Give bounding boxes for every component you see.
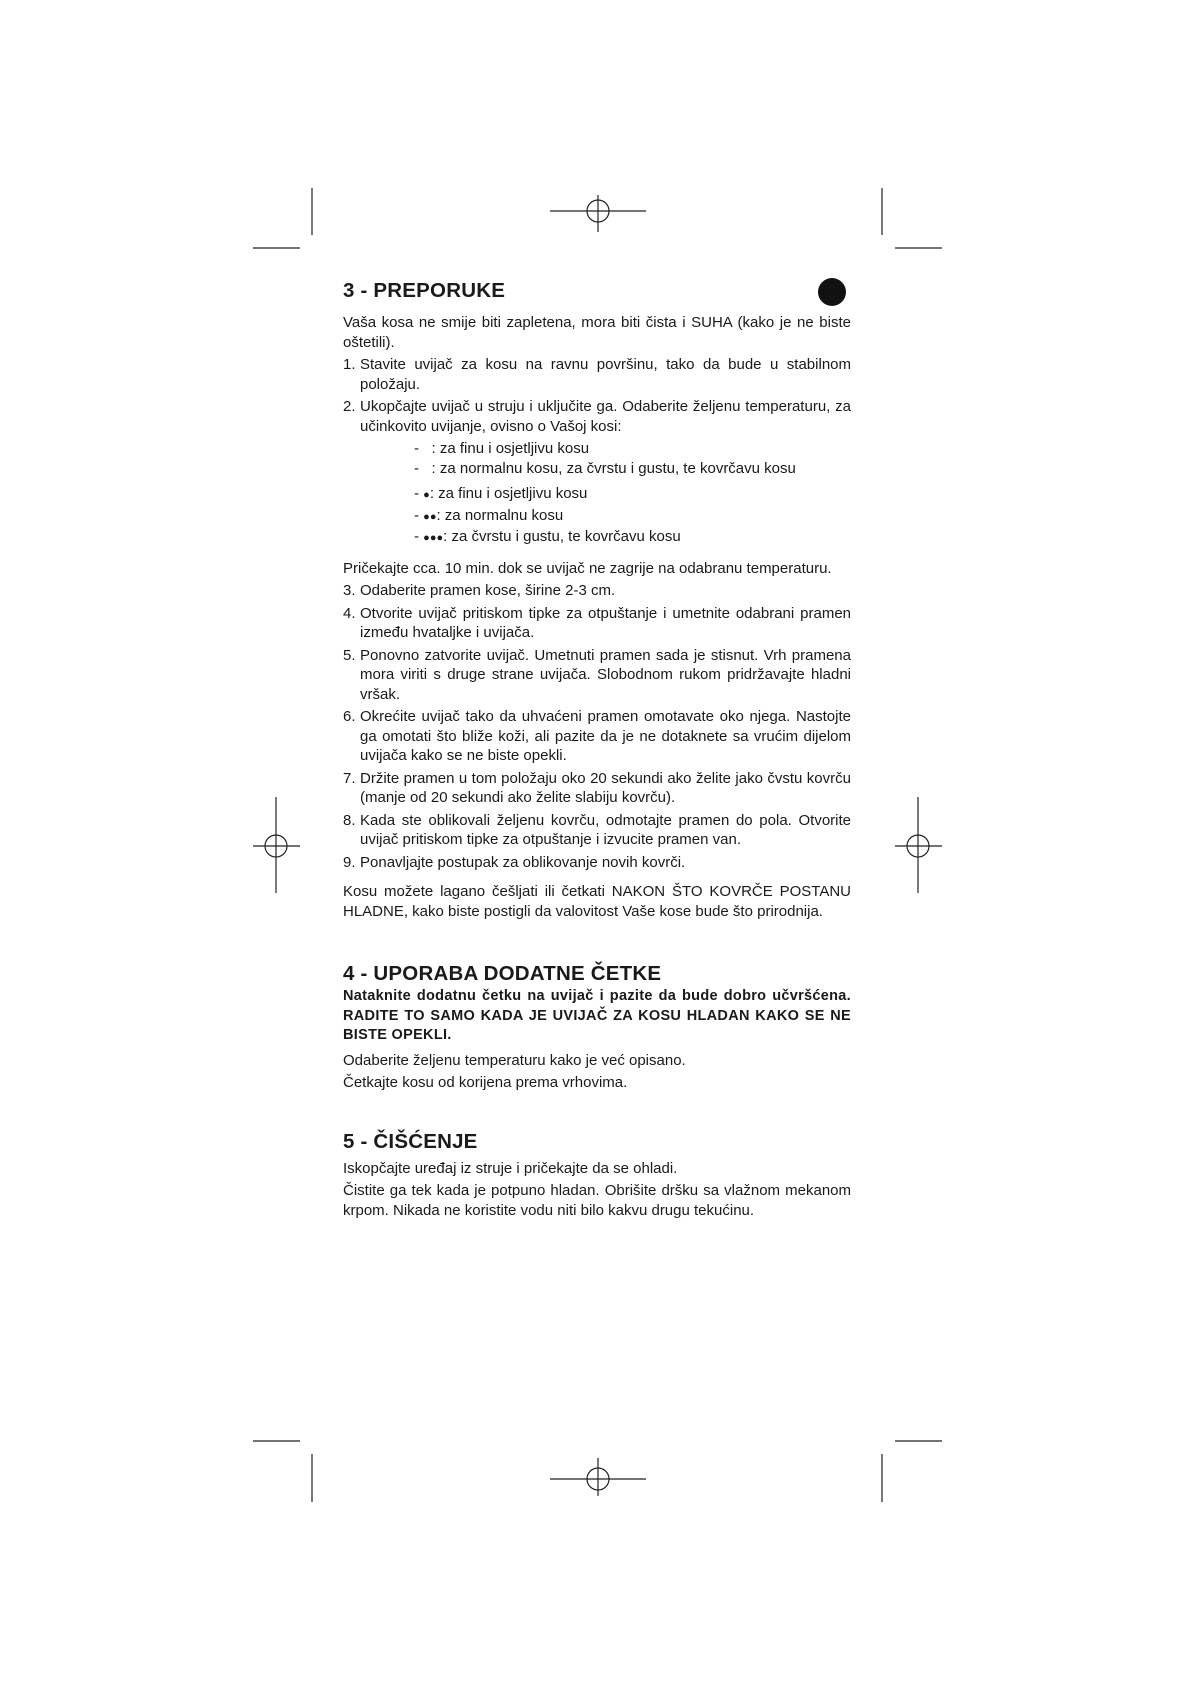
item-number: 5. bbox=[343, 646, 356, 664]
list-item bbox=[343, 581, 851, 601]
item-number: 9. bbox=[343, 853, 356, 871]
cleaning-note: Čistite ga tek kada je potpuno hladan. Obrišite dršku sa vlažnom mekanom krpom. Nikada ne koristite vodu niti bilo kakvu drugu tekućinu. bbox=[343, 1182, 851, 1219]
unplug-note: Iskopčajte uređaj iz struje i pričekajte da se ohladi. bbox=[343, 1159, 678, 1177]
dash: - bbox=[414, 506, 419, 524]
item-number: 7. bbox=[343, 769, 356, 787]
item-text: Ponavljajte postupak za oblikovanje novih kovrči. bbox=[360, 853, 686, 871]
item-text: Ukopčajte uvijač u struju i uključite ga. Odaberite željenu temperaturu, za učinkovito uvijanje, ovisno o Vašoj kosi: bbox=[360, 398, 851, 435]
item-text: Stavite uvijač za kosu na ravnu površinu, tako da bude u stabilnom položaju. bbox=[360, 356, 851, 393]
item-number: 2. bbox=[343, 398, 356, 415]
dash: - bbox=[414, 485, 419, 502]
list-item bbox=[343, 769, 851, 808]
section-cleaning bbox=[343, 1129, 851, 1221]
list-item bbox=[343, 604, 851, 643]
list-item bbox=[343, 707, 851, 766]
option-text: : za normalnu kosu, za čvrstu i gustu, te kovrčavu kosu bbox=[431, 459, 796, 477]
temperature-note: Odaberite željenu temperaturu kako je već opisano. bbox=[343, 1051, 686, 1069]
item-text: Okrećite uvijač tako da uhvaćeni pramen omotavate oko njega. Nastojte ga omotati što bliže koži, ali pazite da je ne dotaknete sa vrućim dijelom uvijača kako se ne biste opekli. bbox=[360, 708, 851, 764]
item-text: Otvorite uvijač pritiskom tipke za otpuštanje i umetnite odabrani pramen između hvataljke i uvijača. bbox=[360, 604, 851, 641]
temp-option bbox=[414, 439, 851, 459]
section-5-title: 5 - ČIŠĆENJE bbox=[343, 1129, 478, 1153]
item-number: 8. bbox=[343, 811, 356, 829]
item-text: Držite pramen u tom položaju oko 20 sekundi ako želite jako čvstu kovrču (manje od 20 sekundi ako želite slabiju kovrču). bbox=[360, 769, 851, 806]
brushing-note: Četkajte kosu od korijena prema vrhovima. bbox=[343, 1074, 628, 1091]
item-text: Kada ste oblikovali željenu kovrču, odmotajte pramen do pola. Otvorite uvijač pritiskom tipke za otpuštanje i izvucite pramen van. bbox=[360, 811, 851, 848]
temperature-options-b bbox=[414, 484, 851, 549]
temperature-options-a bbox=[414, 439, 851, 478]
safety-warning: Nataknite dodatnu četku na uvijač i pazite da bude dobro učvršćena. RADITE TO SAMO KADA JE UVIJAČ ZA KOSU HLADAN KAKO SE NE BISTE OPEKLI. bbox=[343, 988, 851, 1043]
list-item bbox=[343, 397, 851, 436]
dash: - bbox=[414, 528, 419, 545]
section-recommendations bbox=[343, 278, 851, 921]
section-4-title: 4 - UPORABA DODATNE ČETKE bbox=[343, 962, 662, 985]
item-number: 1. bbox=[343, 356, 356, 373]
dot-level-icon: ●●● bbox=[423, 532, 444, 544]
item-number: 6. bbox=[343, 708, 356, 725]
dash: - bbox=[414, 459, 419, 477]
dot-level-icon: ●● bbox=[423, 510, 437, 523]
list-item bbox=[343, 853, 851, 873]
temp-option bbox=[414, 506, 851, 528]
item-number: 3. bbox=[343, 582, 356, 599]
option-text: : za finu i osjetljivu kosu bbox=[429, 485, 588, 502]
list-item bbox=[343, 811, 851, 850]
section-3-title: 3 - PREPORUKE bbox=[343, 279, 506, 302]
intro-paragraph: Vaša kosa ne smije biti zapletena, mora biti čista i SUHA (kako je ne biste oštetili). bbox=[343, 314, 851, 351]
temp-option bbox=[414, 484, 851, 506]
temp-option bbox=[414, 527, 851, 549]
item-number: 4. bbox=[343, 604, 356, 622]
option-text: : za čvrstu i gustu, te kovrčavu kosu bbox=[443, 528, 681, 545]
dash: - bbox=[414, 440, 419, 457]
item-text: Odaberite pramen kose, širine 2-3 cm. bbox=[360, 582, 616, 599]
option-text: : za normalnu kosu bbox=[436, 506, 564, 524]
list-item bbox=[343, 646, 851, 705]
item-text: Ponovno zatvorite uvijač. Umetnuti pramen sada je stisnut. Vrh pramena mora viriti s druge strane uvijača. Slobodnom rukom pridržavajte hladni vršak. bbox=[360, 646, 851, 703]
page-content bbox=[343, 278, 851, 1220]
section-brush-attachment bbox=[343, 961, 851, 1093]
option-text: : za finu i osjetljivu kosu bbox=[431, 440, 590, 457]
list-item bbox=[343, 355, 851, 394]
dot-level-icon: ● bbox=[423, 489, 430, 501]
temp-option bbox=[414, 459, 851, 479]
wait-paragraph: Pričekajte cca. 10 min. dok se uvijač ne zagrije na odabranu temperaturu. bbox=[343, 559, 832, 577]
outro-paragraph: Kosu možete lagano češljati ili četkati NAKON ŠTO KOVRČE POSTANU HLADNE, kako biste postigli da valovitost Vaše kose bude što prirodnija. bbox=[343, 883, 851, 920]
temperature-options bbox=[414, 439, 851, 549]
